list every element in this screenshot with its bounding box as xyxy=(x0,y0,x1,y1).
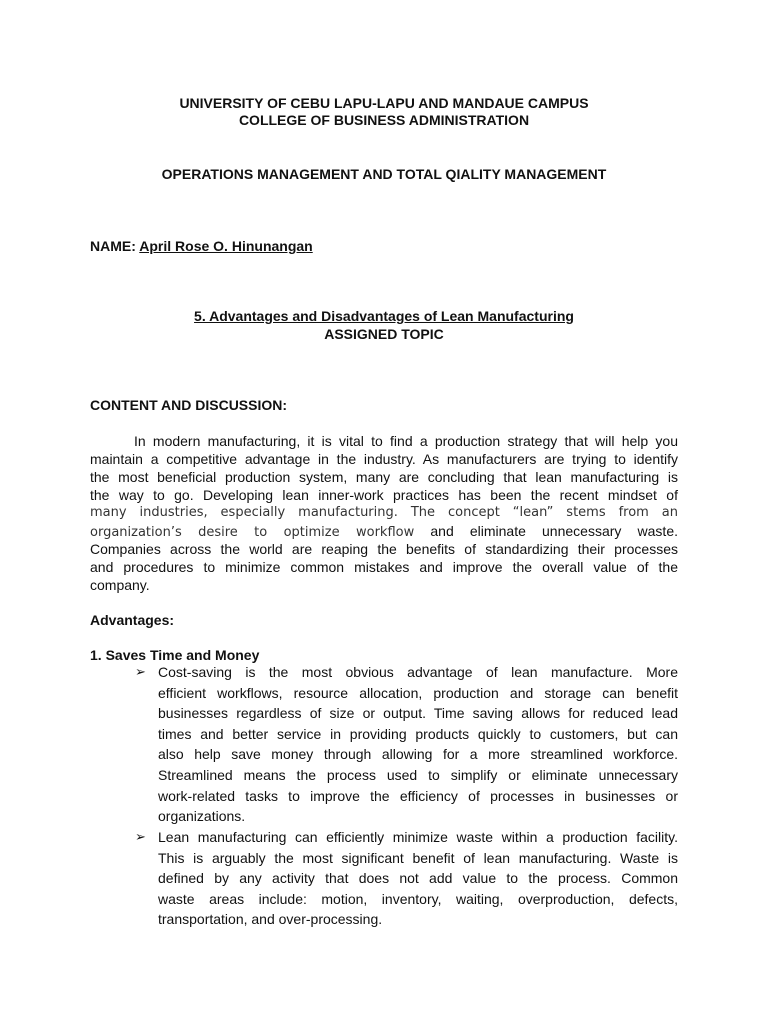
arrow-bullet-icon: ➢ xyxy=(135,664,146,679)
bullet-line: defined by any activity that does not add value to the process. Common xyxy=(158,870,678,887)
topic-subtitle: ASSIGNED TOPIC xyxy=(324,326,444,342)
bullet-line: Cost-saving is the most obvious advantage of lean manufacture. More xyxy=(158,664,678,680)
paragraph-line: the most beneficial production system, many are concluding that lean manufacturing is xyxy=(90,469,678,485)
paragraph-line: In modern manufacturing, it is vital to find a production strategy that will help you xyxy=(134,433,678,449)
paragraph-line: company. xyxy=(90,577,150,593)
item1-title: 1. Saves Time and Money xyxy=(90,647,260,663)
name-line xyxy=(90,237,313,255)
bullet-line: efficient workflows, resource allocation, production and storage can benefit xyxy=(158,684,678,701)
university-heading: UNIVERSITY OF CEBU LAPU-LAPU AND MANDAUE CAMPUS xyxy=(179,95,589,111)
college-heading: COLLEGE OF BUSINESS ADMINISTRATION xyxy=(238,112,530,128)
bullet-1 xyxy=(158,662,678,827)
bullet-line: This is arguably the most significant benefit of lean manufacturing. Waste is xyxy=(158,849,678,866)
bullet-line: transportation, and over-processing. xyxy=(158,911,383,928)
name-value: April Rose O. Hinunangan xyxy=(139,238,313,254)
paragraph-line: and procedures to minimize common mistakes and improve the overall value of the xyxy=(90,559,678,575)
advantages-heading: Advantages: xyxy=(90,612,175,628)
bullet-2 xyxy=(158,827,678,930)
paragraph-line: many industries, especially manufacturing. The concept “lean” stems from an xyxy=(90,505,678,520)
bullet-line: businesses regardless of size or output. Time saving allows for reduced lead xyxy=(158,705,678,722)
paragraph-line: Companies across the world are reaping the benefits of standardizing their processes xyxy=(90,541,678,557)
bullet-line: waste areas include: motion, inventory, waiting, overproduction, defects, xyxy=(158,890,678,907)
bullet-line: work-related tasks to improve the efficiency of processes in businesses or xyxy=(158,787,678,804)
bullet-line: Streamlined means the process used to simplify or eliminate unnecessary xyxy=(158,766,678,783)
intro-paragraph xyxy=(90,432,678,594)
content-heading: CONTENT AND DISCUSSION: xyxy=(90,397,288,413)
bullet-line: times and better service in providing products quickly to customers, but can xyxy=(158,725,678,742)
paragraph-line: maintain a competitive advantage in the industry. As manufacturers are trying to identify xyxy=(90,451,678,467)
name-label: NAME: xyxy=(90,238,136,254)
bullet-line: organizations. xyxy=(158,808,246,825)
course-heading: OPERATIONS MANAGEMENT AND TOTAL QIALITY MANAGEMENT xyxy=(161,166,607,182)
paragraph-line-mixed: organization’s desire to optimize workflow and eliminate unnecessary waste. xyxy=(90,523,678,540)
arrow-bullet-icon: ➢ xyxy=(135,829,146,844)
bullet-line: also help save money through allowing for a more streamlined workforce. xyxy=(158,746,678,763)
bullet-line: Lean manufacturing can efficiently minimize waste within a production facility. xyxy=(158,829,678,845)
paragraph-line: the way to go. Developing lean inner-work practices has been the recent mindset of xyxy=(90,487,678,503)
topic-title: 5. Advantages and Disadvantages of Lean Manufacturing xyxy=(194,308,574,324)
